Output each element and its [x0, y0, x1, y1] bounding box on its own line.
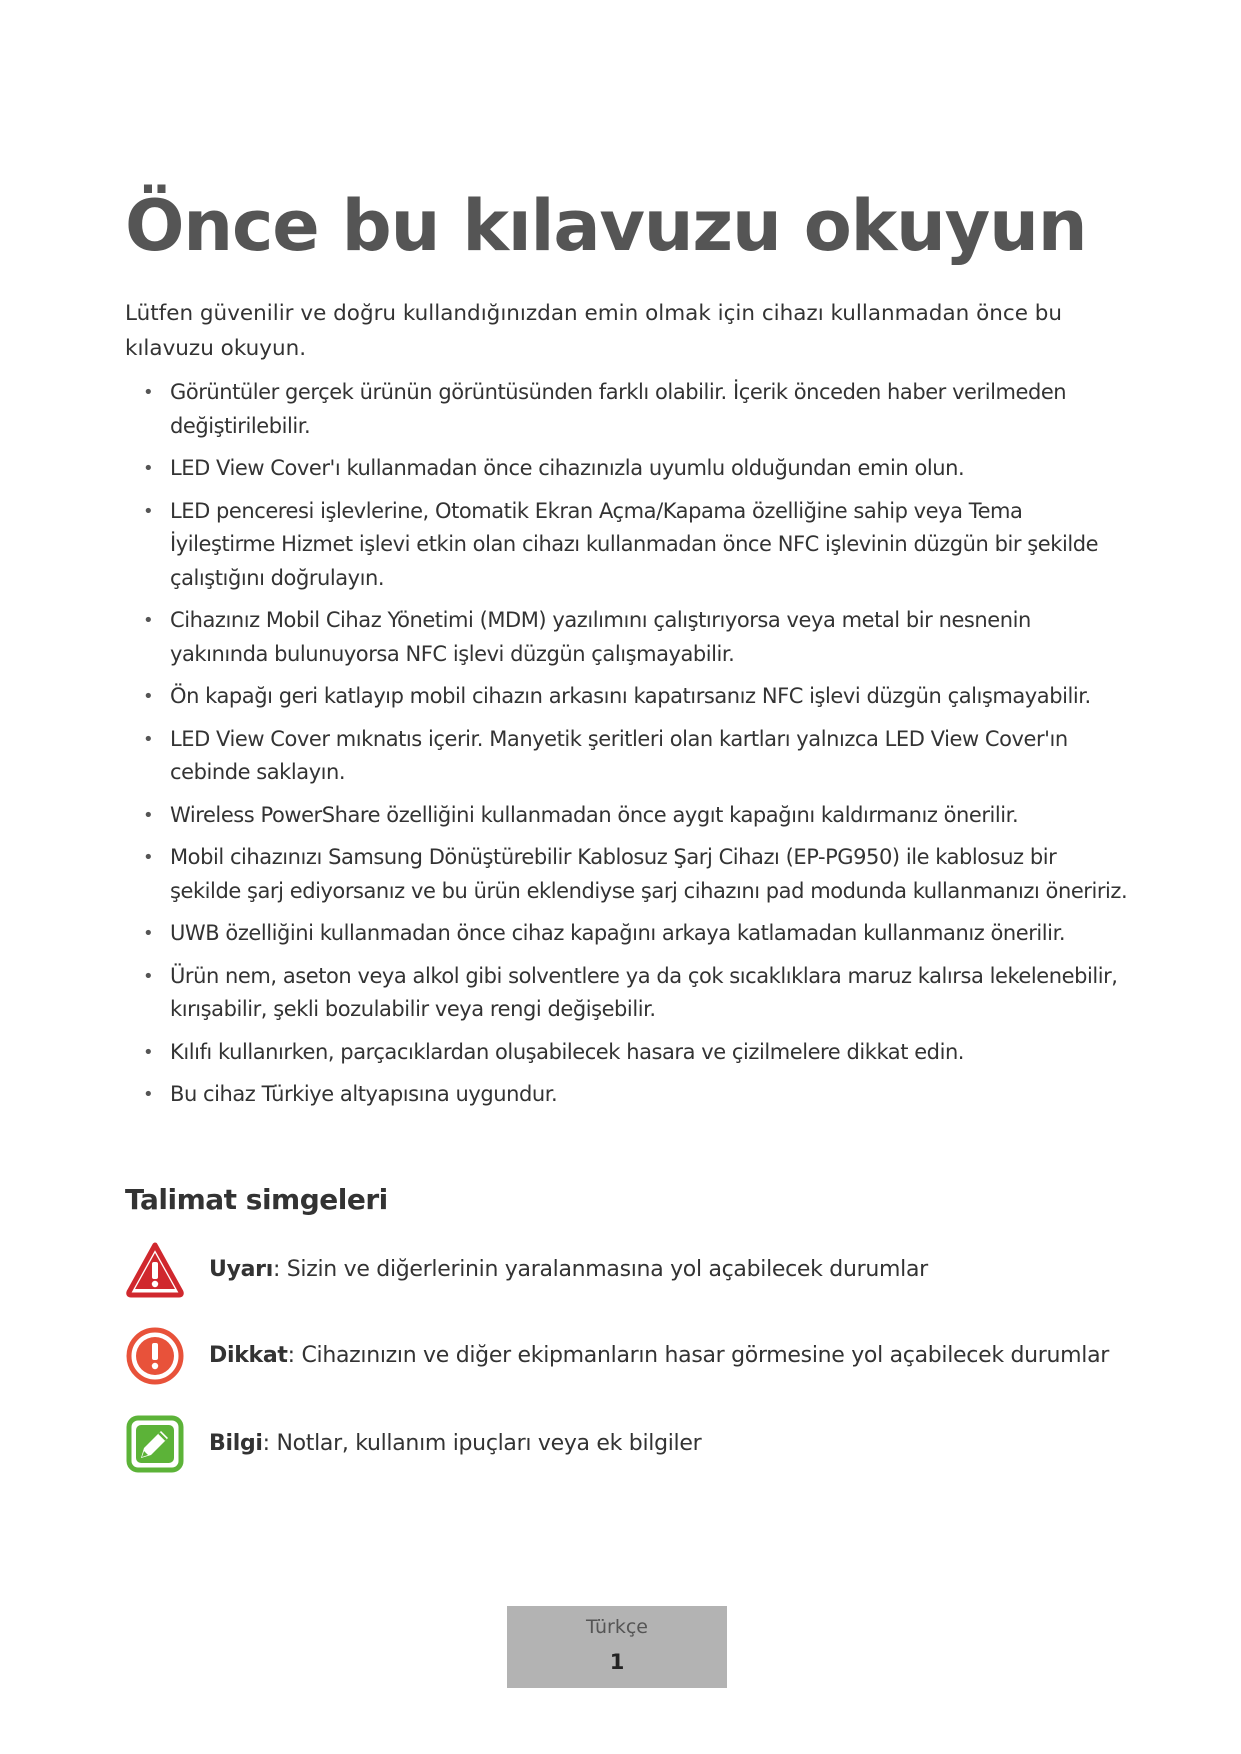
page-title: Önce bu kılavuzu okuyun — [125, 185, 1087, 267]
symbol-row-note — [125, 1414, 1175, 1474]
symbol-term-caution: Dikkat — [209, 1343, 288, 1368]
bullet-dot: • — [143, 923, 154, 944]
list-item-text: LED View Cover mıknatıs içerir. Manyetik şeritleri olan kartları yalnızca LED View Cover'ın cebinde saklayın. — [170, 726, 1068, 784]
list-item — [140, 799, 1130, 833]
list-item — [140, 1078, 1130, 1112]
list-item — [140, 917, 1130, 951]
page-number: 1 — [609, 1650, 625, 1674]
symbol-desc-caution: : Cihazınızın ve diğer ekipmanların hasar görmesine yol açabilecek durumlar — [287, 1343, 1110, 1368]
bullet-dot: • — [143, 728, 154, 750]
symbol-row-warning — [125, 1240, 1175, 1300]
symbol-text-warning — [209, 1254, 928, 1286]
list-item — [140, 452, 1130, 486]
list-item — [140, 604, 1130, 671]
bullet-dot: • — [143, 610, 154, 631]
list-item — [140, 376, 1130, 443]
symbol-text-caution — [209, 1340, 1109, 1372]
list-item-text: Görüntüler gerçek ürünün görüntüsünden farklı olabilir. İçerik önceden haber verilmeden değiştirilebilir. — [170, 380, 1067, 438]
bullet-dot: • — [143, 804, 154, 826]
bullet-dot: • — [143, 965, 154, 987]
list-item — [140, 841, 1130, 908]
list-item — [140, 960, 1130, 1027]
warning-triangle-icon — [125, 1240, 185, 1300]
note-pencil-icon — [125, 1414, 185, 1474]
list-item-text: Bu cihaz Türkiye altyapısına uygundur. — [170, 1082, 558, 1106]
list-item — [140, 1036, 1130, 1070]
list-item-text: Cihazınız Mobil Cihaz Yönetimi (MDM) yazılımını çalıştırıyorsa veya metal bir nesnenin yakınında bulunuyorsa NFC işlevi düzgün çalışmayabilir. — [170, 608, 1031, 666]
list-item-text: Mobil cihazınızı Samsung Dönüştürebilir Kablosuz Şarj Cihazı (EP-PG950) ile kablosuz bir şekilde şarj ediyorsanız ve bu ürün eklendiyse şarj cihazını pad modunda kullanmanızı öneririz. — [170, 845, 1128, 903]
bullet-dot: • — [143, 686, 154, 707]
bullet-dot: • — [143, 847, 154, 868]
symbol-desc-warning: : Sizin ve diğerlerinin yaralanmasına yol açabilecek durumlar — [272, 1257, 928, 1282]
bullet-dot: • — [143, 382, 154, 403]
caution-circle-icon — [125, 1326, 185, 1386]
list-item-text: Wireless PowerShare özelliğini kullanmadan önce aygıt kapağını kaldırmanız önerilir. — [170, 802, 1019, 827]
list-item — [140, 723, 1130, 790]
section-title: Talimat simgeleri — [125, 1183, 388, 1216]
bullet-dot: • — [143, 458, 154, 479]
page-footer — [507, 1606, 727, 1688]
bullet-dot: • — [143, 500, 154, 522]
symbol-term-warning: Uyarı — [209, 1257, 273, 1282]
list-item-text: Ön kapağı geri katlayıp mobil cihazın arkasını kapatırsanız NFC işlevi düzgün çalışmayabilir. — [170, 684, 1091, 708]
symbol-row-caution — [125, 1326, 1175, 1386]
symbol-desc-note: : Notlar, kullanım ipuçları veya ek bilgiler — [262, 1431, 702, 1456]
list-item — [140, 680, 1130, 714]
list-item-text: Kılıfı kullanırken, parçacıklardan oluşabilecek hasara ve çizilmelere dikkat edin. — [170, 1039, 965, 1064]
list-item-text: LED penceresi işlevlerine, Otomatik Ekran Açma/Kapama özelliğine sahip veya Tema İyileştirme Hizmet işlevi etkin olan cihazı kullanmadan önce NFC işlevinin düzgün bir şekilde çalıştığını doğrulayın. — [170, 498, 1099, 590]
list-item — [140, 495, 1130, 596]
bullet-dot: • — [143, 1041, 154, 1063]
symbol-term-note: Bilgi — [209, 1431, 263, 1456]
list-item-text: UWB özelliğini kullanmadan önce cihaz kapağını arkaya katlamadan kullanmanız önerilir. — [170, 921, 1066, 945]
symbol-text-note — [209, 1428, 701, 1460]
list-item-text: LED View Cover'ı kullanmadan önce cihazınızla uyumlu olduğundan emin olun. — [170, 456, 965, 480]
bullet-list — [140, 376, 1130, 1121]
bullet-dot: • — [143, 1084, 154, 1105]
footer-language: Türkçe — [586, 1616, 648, 1638]
list-item-text: Ürün nem, aseton veya alkol gibi solventlere ya da çok sıcaklıklara maruz kalırsa lekelenebilir, kırışabilir, şekli bozulabilir veya rengi değişebilir. — [170, 963, 1118, 1021]
intro-paragraph: Lütfen güvenilir ve doğru kullandığınızdan emin olmak için cihazı kullanmadan önce bu kılavuzu okuyun. — [125, 301, 1063, 361]
